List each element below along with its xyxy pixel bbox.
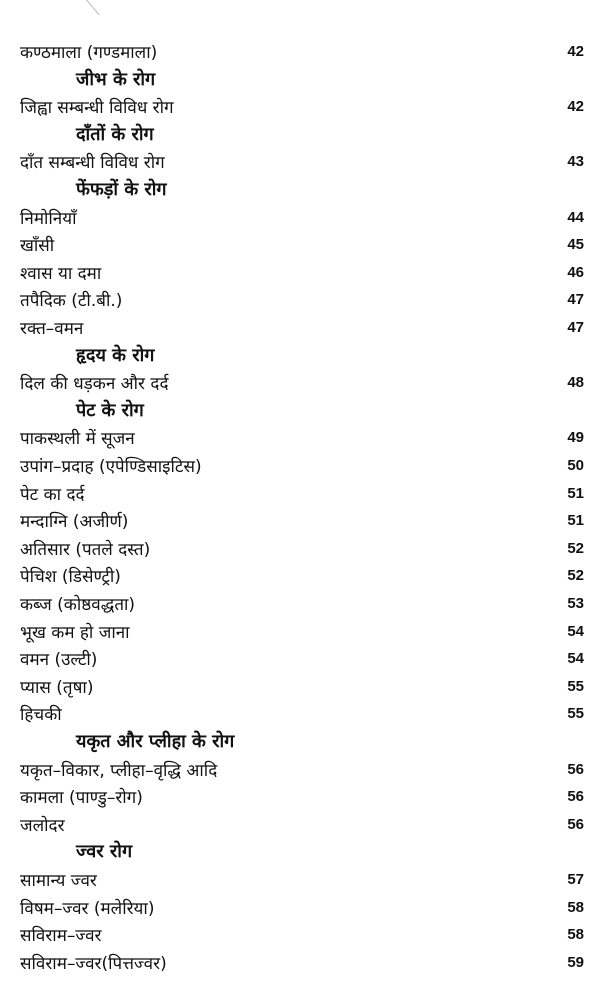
toc-entry [0,755,600,783]
entry-page-number: 45 [567,235,584,253]
entry-page-number: 48 [567,373,584,391]
toc-entry [0,203,600,231]
entry-title: जलोदर [20,815,65,836]
entry-title: रक्त–वमन [20,318,84,339]
entry-title: अतिसार (पतले दस्त) [20,539,151,560]
toc-entry [0,948,600,976]
entry-page-number: 58 [567,898,584,916]
entry-page-number: 43 [567,152,584,170]
entry-page-number: 56 [567,760,584,778]
toc-entry [0,644,600,672]
entry-page-number: 47 [567,290,584,308]
entry-title: दाँत सम्बन्धी विविध रोग [20,152,165,173]
entry-page-number: 54 [567,649,584,667]
entry-title: भूख कम हो जाना [20,622,130,643]
section-heading: हृदय के रोग [76,345,155,366]
entry-page-number: 42 [567,97,584,115]
entry-title: निमोनियाँ [20,208,77,229]
toc-entry [0,368,600,396]
entry-page-number: 51 [567,484,584,502]
entry-title: खाँसी [20,235,55,256]
entry-page-number: 52 [567,539,584,557]
toc-entry [0,920,600,948]
entry-title: कब्ज (कोष्ठवद्धता) [20,594,136,615]
entry-page-number: 52 [567,566,584,584]
section-heading: फेंफड़ों के रोग [76,179,167,200]
entry-page-number: 53 [567,594,584,612]
entry-page-number: 55 [567,677,584,695]
entry-page-number: 56 [567,815,584,833]
entry-title: उपांग–प्रदाह (एपेण्डिसाइटिस) [20,456,202,477]
entry-page-number: 57 [567,870,584,888]
toc-entry [0,699,600,727]
section-heading: दाँतों के रोग [76,124,154,145]
toc-entry [0,782,600,810]
entry-title: विषम–ज्वर (मलेरिया) [20,898,155,919]
section-heading: ज्वर रोग [76,841,133,862]
toc-entry [0,258,600,286]
entry-title: पेचिश (डिसेण्ट्री) [20,566,121,587]
entry-title: पेट का दर्द [20,484,85,505]
entry-page-number: 51 [567,511,584,529]
toc-entry [0,506,600,534]
page-crease-mark [86,0,115,15]
entry-title: जिह्वा सम्बन्धी विविध रोग [20,97,174,118]
section-heading: जीभ के रोग [76,69,156,90]
entry-title: सविराम–ज्वर(पित्तज्वर) [20,953,167,974]
toc-entry [0,865,600,893]
entry-page-number: 55 [567,704,584,722]
entry-title: तपैदिक (टी.बी.) [20,290,123,311]
section-heading: यकृत और प्लीहा के रोग [76,731,235,752]
toc-entry [0,37,600,65]
entry-page-number: 42 [567,42,584,60]
toc-entry [0,313,600,341]
entry-page-number: 50 [567,456,584,474]
toc-entry [0,561,600,589]
toc-entry [0,92,600,120]
entry-page-number: 59 [567,953,584,971]
entry-title: सविराम–ज्वर [20,925,102,946]
entry-title: मन्दाग्नि (अजीर्ण) [20,511,129,532]
toc-entry [0,810,600,838]
entry-title: यकृत–विकार, प्लीहा–वृद्धि आदि [20,760,218,781]
toc-entry [0,479,600,507]
entry-page-number: 54 [567,622,584,640]
entry-title: सामान्य ज्वर [20,870,97,891]
toc-entry [0,617,600,645]
toc-entry [0,230,600,258]
entry-page-number: 49 [567,428,584,446]
toc-entry [0,893,600,921]
toc-entry [0,423,600,451]
entry-title: कामला (पाण्डु–रोग) [20,787,143,808]
toc-entry [0,589,600,617]
entry-title: श्वास या दमा [20,263,102,284]
toc-entry [0,534,600,562]
entry-page-number: 44 [567,208,584,226]
toc-entry [0,285,600,313]
entry-title: पाकस्थली में सूजन [20,428,135,449]
entry-title: कण्ठमाला (गण्डमाला) [20,42,158,63]
toc-entry [0,147,600,175]
entry-title: दिल की धड़कन और दर्द [20,373,169,394]
entry-page-number: 58 [567,925,584,943]
entry-title: हिचकी [20,704,62,725]
entry-page-number: 56 [567,787,584,805]
entry-title: वमन (उल्टी) [20,649,98,670]
entry-page-number: 47 [567,318,584,336]
toc-entry [0,451,600,479]
entry-page-number: 46 [567,263,584,281]
section-heading: पेट के रोग [76,400,144,421]
toc-entry [0,672,600,700]
entry-title: प्यास (तृषा) [20,677,94,698]
